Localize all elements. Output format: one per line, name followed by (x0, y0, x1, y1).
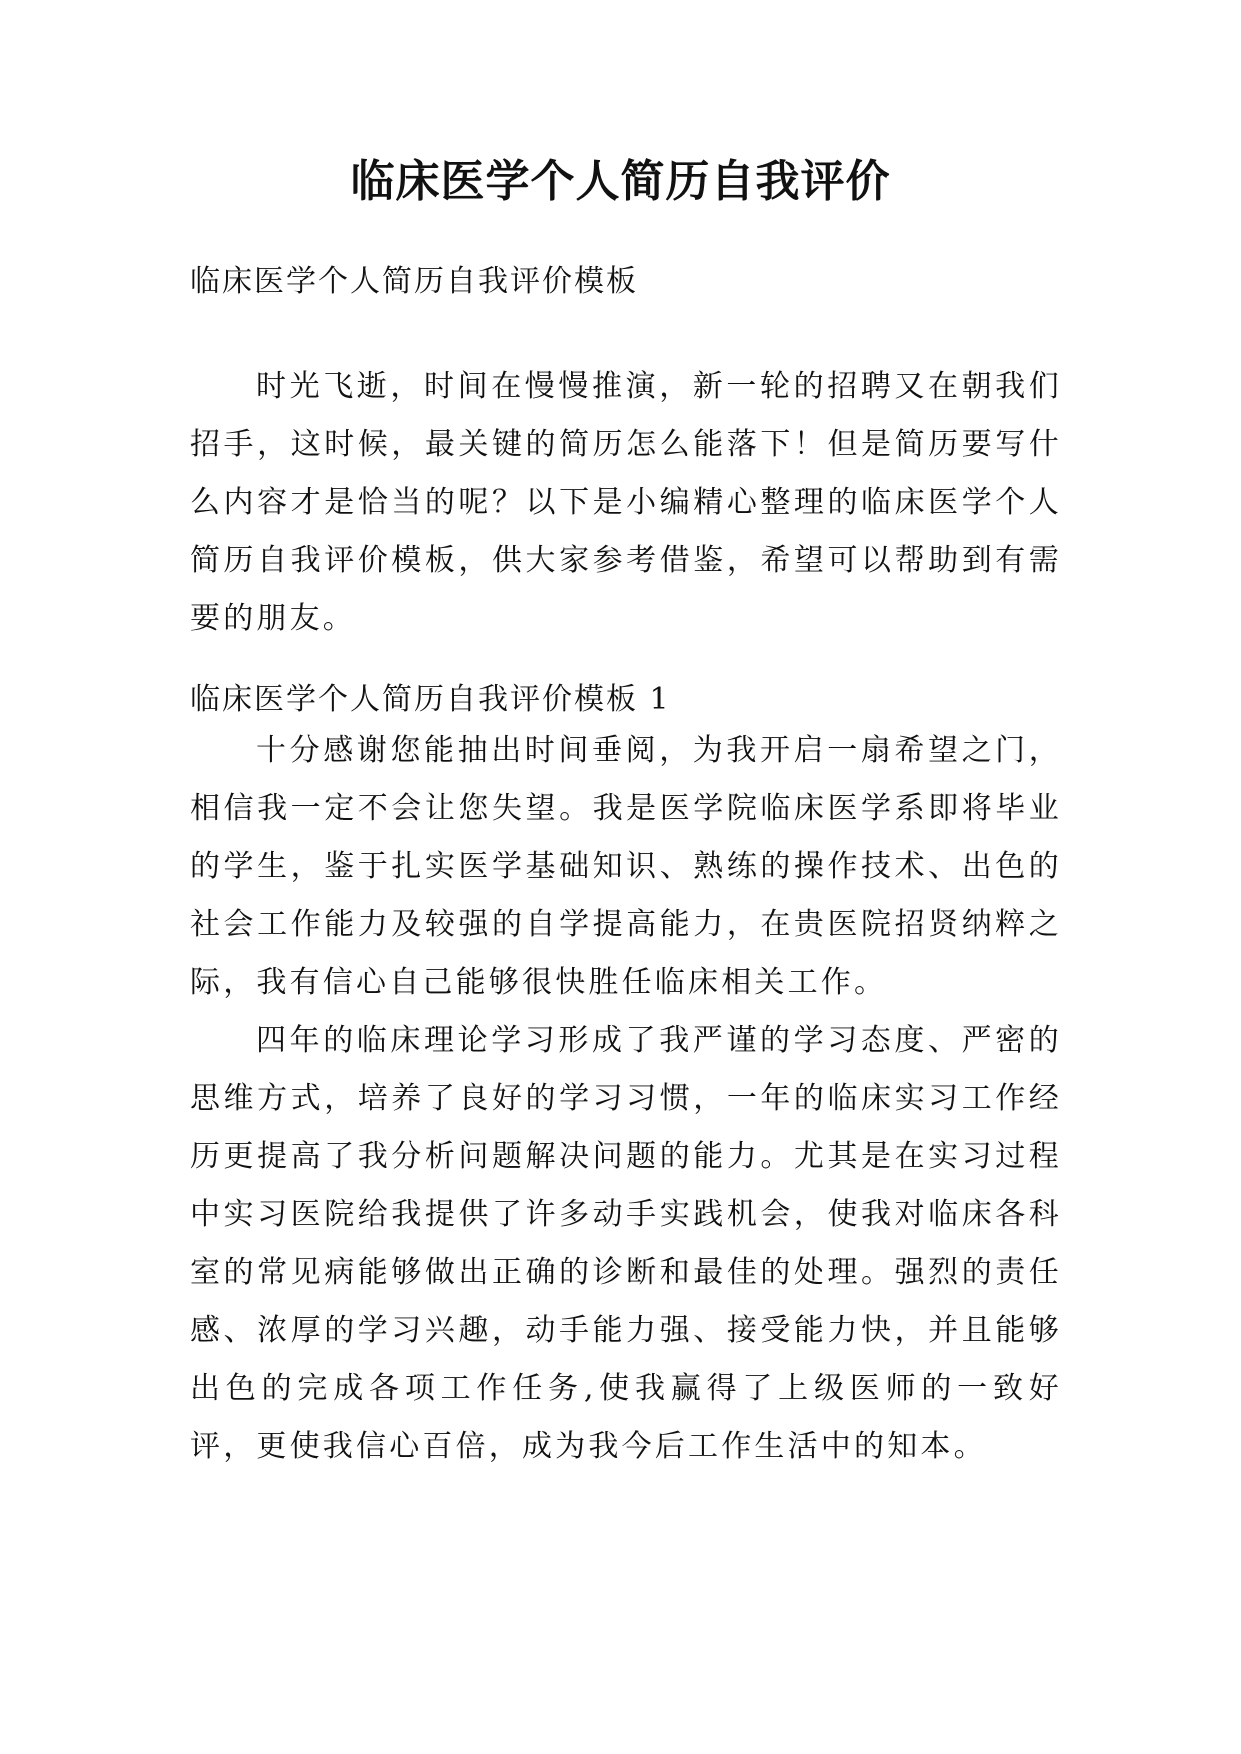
section-heading-templates: 临床医学个人简历自我评价模板 (190, 264, 638, 299)
intro-paragraph: 时光飞逝，时间在慢慢推演，新一轮的招聘又在朝我们招手，这时候，最关键的简历怎么能落下！但是简历要写什么内容才是恰当的呢？以下是小编精心整理的临床医学个人简历自我评价模板，供大家参考借鉴，希望可以帮助到有需要的朋友。 (190, 369, 1062, 636)
body-paragraph-2: 四年的临床理论学习形成了我严谨的学习态度、严密的思维方式，培养了良好的学习习惯，一年的临床实习工作经历更提高了我分析问题解决问题的能力。尤其是在实习过程中实习医院给我提供了许多动手实践机会，使我对临床各科室的常见病能够做出正确的诊断和最佳的处理。强烈的责任感、浓厚的学习兴趣，动手能力强、接受能力快，并且能够出色的完成各项工作任务,使我赢得了上级医师的一致好评，更使我信心百倍，成为我今后工作生活中的知本。 (190, 1023, 1062, 1464)
section-heading-template-1: 临床医学个人简历自我评价模板 1 (190, 682, 671, 717)
body-paragraph-1: 十分感谢您能抽出时间垂阅，为我开启一扇希望之门，相信我一定不会让您失望。我是医学院临床医学系即将毕业的学生，鉴于扎实医学基础知识、熟练的操作技术、出色的社会工作能力及较强的自学提高能力，在贵医院招贤纳粹之际，我有信心自己能够很快胜任临床相关工作。 (190, 733, 1062, 1000)
document-title: 临床医学个人简历自我评价 (350, 156, 891, 207)
